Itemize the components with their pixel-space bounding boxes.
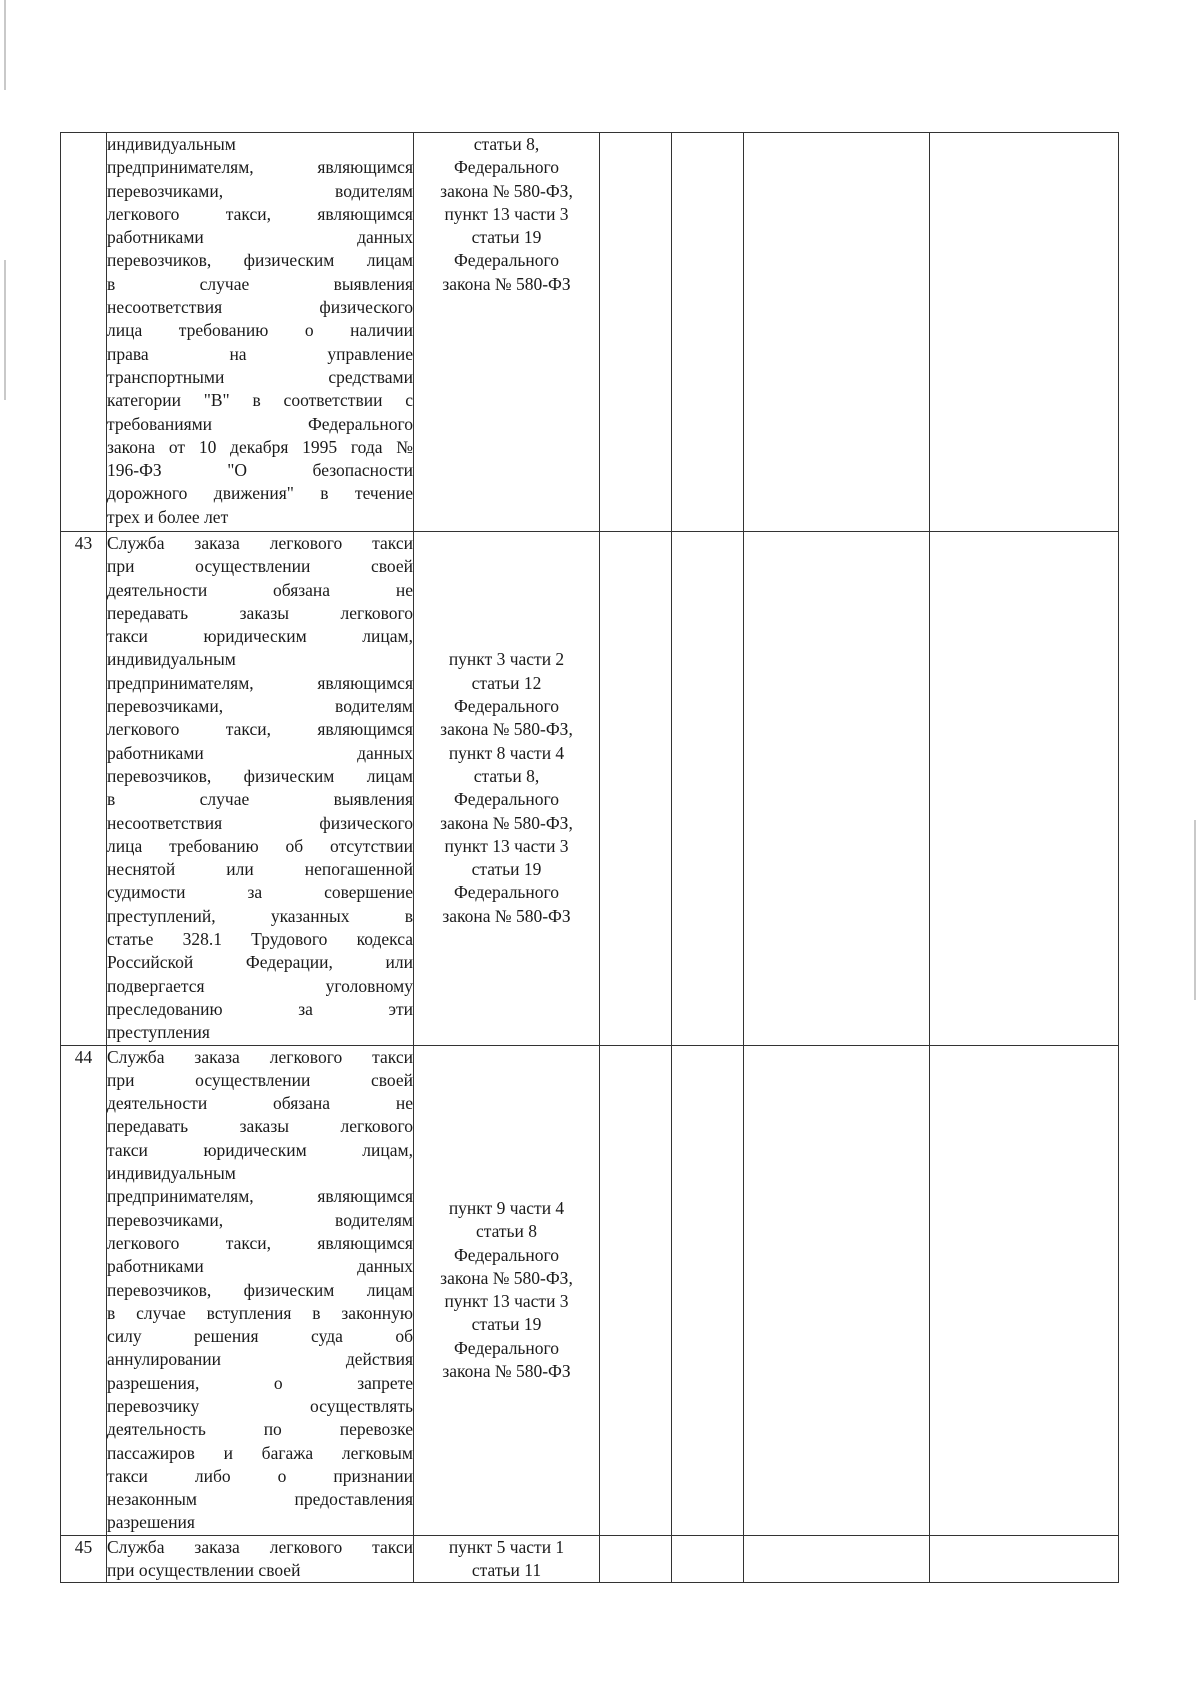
empty-cell: [600, 1045, 672, 1535]
empty-cell: [744, 1045, 930, 1535]
table-row: [61, 133, 1119, 532]
table-row: [61, 1045, 1119, 1535]
requirement-line: передавать заказы легкового: [107, 602, 413, 623]
requirement-line: незаконным предоставления: [107, 1489, 413, 1510]
requirement-line: работниками данных: [107, 227, 413, 248]
requirement-text: [107, 532, 414, 1046]
requirement-line: преследованию за эти: [107, 998, 413, 1019]
empty-cell: [930, 1535, 1119, 1583]
requirement-line: деятельности обязана не: [107, 579, 413, 600]
requirement-line: статье 328.1 Трудового кодекса: [107, 929, 413, 950]
scan-edge-mark-left: [4, 260, 6, 400]
requirement-line: при осуществлении своей: [107, 556, 413, 577]
empty-cell: [744, 133, 930, 532]
requirement-line: легкового такси, являющимся: [107, 203, 413, 224]
requirement-line: деятельности обязана не: [107, 1093, 413, 1114]
empty-cell: [672, 1535, 744, 1583]
requirement-line: трех и более лет: [107, 506, 229, 527]
row-number: 45: [61, 1535, 107, 1583]
requirement-line: транспортными средствами: [107, 366, 413, 387]
requirement-text: [107, 1535, 414, 1583]
empty-cell: [672, 133, 744, 532]
requirement-line: Российской Федерации, или: [107, 952, 413, 973]
requirement-line: Служба заказа легкового такси: [107, 1536, 413, 1557]
empty-cell: [600, 133, 672, 532]
legal-reference: пункт 3 части 2 статьи 12 Федерального закона № 580-ФЗ, пункт 8 части 4 статьи 8, Федерального закона № 580-ФЗ, пункт 13 части 3 статьи 19 Федерального закона № 580-ФЗ: [414, 532, 600, 1046]
requirement-line: перевозчиков, физическим лицам: [107, 1279, 413, 1300]
requirement-line: перевозчиками, водителям: [107, 1209, 413, 1230]
legal-reference: статьи 8, Федерального закона № 580-ФЗ, пункт 13 части 3 статьи 19 Федерального закона № 580-ФЗ: [414, 133, 600, 532]
requirement-line: лица требованию о наличии: [107, 320, 413, 341]
requirement-line: судимости за совершение: [107, 882, 413, 903]
requirement-line: лица требованию об отсутствии: [107, 835, 413, 856]
requirement-text: [107, 133, 414, 532]
requirement-line: Служба заказа легкового такси: [107, 1046, 413, 1067]
requirement-line: перевозчиками, водителям: [107, 696, 413, 717]
legal-reference: пункт 9 части 4 статьи 8 Федерального закона № 580-ФЗ, пункт 13 части 3 статьи 19 Федерального закона № 580-ФЗ: [414, 1045, 600, 1535]
requirement-line: предпринимателям, являющимся: [107, 157, 413, 178]
row-number: 43: [61, 532, 107, 1046]
requirement-line: разрешения, о запрете: [107, 1372, 413, 1393]
requirement-line: такси юридическим лицам,: [107, 1139, 413, 1160]
requirement-line: индивидуальным: [107, 134, 236, 154]
requirement-line: права на управление: [107, 343, 413, 364]
requirement-line: перевозчиков, физическим лицам: [107, 765, 413, 786]
requirement-line: перевозчику осуществлять: [107, 1395, 413, 1416]
requirement-line: в случае выявления: [107, 789, 413, 810]
requirement-line: аннулировании действия: [107, 1349, 413, 1370]
requirement-line: несоответствия физического: [107, 812, 413, 833]
empty-cell: [600, 1535, 672, 1583]
legal-reference: пункт 5 части 1 статьи 11: [414, 1535, 600, 1583]
table-row: [61, 532, 1119, 1046]
requirement-line: перевозчиками, водителям: [107, 180, 413, 201]
requirement-line: легкового такси, являющимся: [107, 719, 413, 740]
requirement-line: легкового такси, являющимся: [107, 1232, 413, 1253]
requirement-line: закона от 10 декабря 1995 года №: [107, 436, 413, 457]
requirement-line: разрешения: [107, 1512, 195, 1533]
requirement-line: подвергается уголовному: [107, 975, 413, 996]
requirement-line: деятельность по перевозке: [107, 1419, 413, 1440]
requirement-line: в случае вступления в законную: [107, 1302, 413, 1323]
requirement-line: преступлений, указанных в: [107, 905, 413, 926]
requirement-line: перевозчиков, физическим лицам: [107, 250, 413, 271]
scan-edge-mark-top: [4, 0, 6, 90]
empty-cell: [744, 532, 930, 1046]
requirement-line: неснятой или непогашенной: [107, 859, 413, 880]
requirement-line: несоответствия физического: [107, 297, 413, 318]
requirement-line: преступления: [107, 1022, 210, 1043]
empty-cell: [672, 1045, 744, 1535]
requirement-text: [107, 1045, 414, 1535]
requirement-line: при осуществлении своей: [107, 1560, 301, 1581]
empty-cell: [600, 532, 672, 1046]
requirement-line: пассажиров и багажа легковым: [107, 1442, 413, 1463]
scan-edge-mark-right: [1194, 820, 1196, 1000]
requirement-line: передавать заказы легкового: [107, 1116, 413, 1137]
empty-cell: [744, 1535, 930, 1583]
table-row: [61, 1535, 1119, 1583]
requirement-line: работниками данных: [107, 1256, 413, 1277]
requirement-line: 196-ФЗ "О безопасности: [107, 460, 413, 481]
empty-cell: [930, 133, 1119, 532]
empty-cell: [930, 1045, 1119, 1535]
row-number: 44: [61, 1045, 107, 1535]
requirement-line: дорожного движения" в течение: [107, 483, 413, 504]
requirement-line: индивидуальным: [107, 649, 236, 670]
requirements-table: [60, 132, 1119, 1583]
requirement-line: работниками данных: [107, 742, 413, 763]
requirement-line: силу решения суда об: [107, 1326, 413, 1347]
requirement-line: категории "В" в соответствии с: [107, 390, 413, 411]
requirement-line: такси либо о признании: [107, 1465, 413, 1486]
requirement-line: индивидуальным: [107, 1163, 236, 1184]
requirement-line: предпринимателям, являющимся: [107, 672, 413, 693]
requirement-line: Служба заказа легкового такси: [107, 533, 413, 553]
row-number: [61, 133, 107, 532]
requirement-line: такси юридическим лицам,: [107, 626, 413, 647]
requirement-line: предпринимателям, являющимся: [107, 1186, 413, 1207]
table-body: [61, 133, 1119, 1583]
empty-cell: [930, 532, 1119, 1046]
requirement-line: при осуществлении своей: [107, 1069, 413, 1090]
requirement-line: требованиями Федерального: [107, 413, 413, 434]
requirement-line: в случае выявления: [107, 273, 413, 294]
empty-cell: [672, 532, 744, 1046]
